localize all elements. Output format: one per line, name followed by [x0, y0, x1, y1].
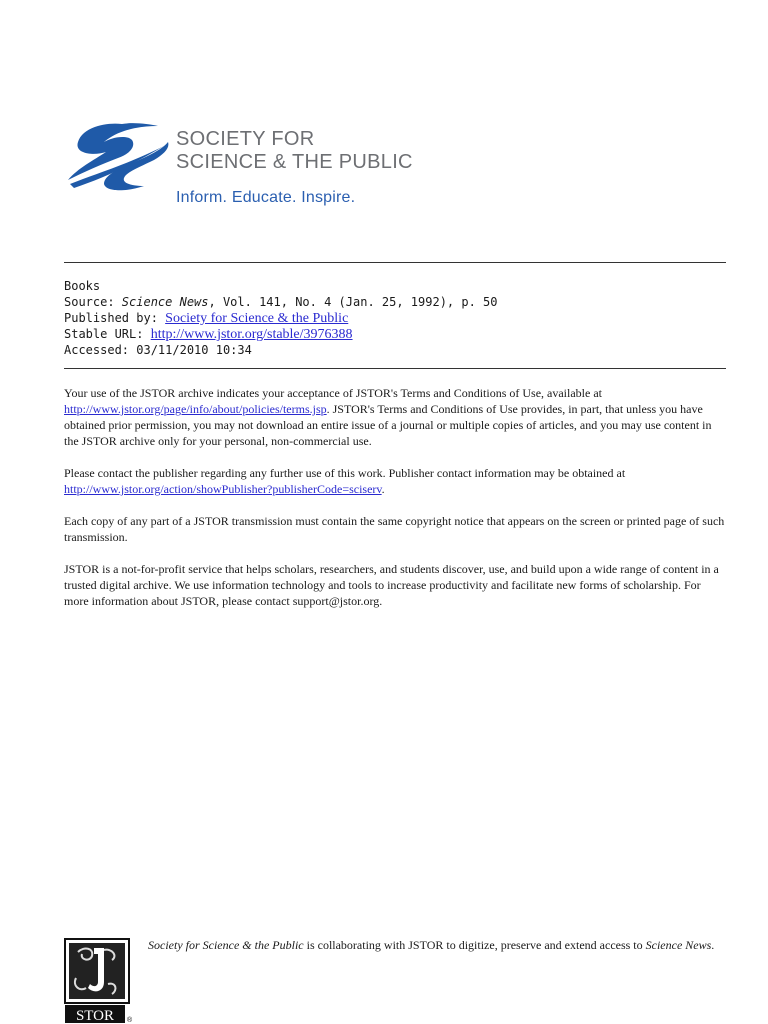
society-name-line2: SCIENCE & THE PUBLIC	[176, 151, 413, 173]
society-name-line1: SOCIETY FOR	[176, 128, 315, 150]
footer-note: Society for Science & the Public is collaborating with JSTOR to digitize, preserve and extend access to Science News.	[148, 938, 715, 952]
citation-block	[64, 278, 497, 358]
jstor-logo-text: STOR	[75, 1008, 115, 1024]
terms-paragraph-3: Each copy of any part of a JSTOR transmission must contain the same copyright notice that appears on the screen or printed page of such transmission.	[64, 514, 725, 544]
published-label: Published by:	[64, 311, 166, 325]
terms-paragraph-1: Your use of the JSTOR archive indicates your acceptance of JSTOR's Terms and Conditions of Use, available at http://www.jstor.org/page/info/about/policies/terms.jsp. JSTOR's Terms and Conditions of Use provides, in part, that unless you have obtained prior permission, you may not download an entire issue of a journal or multiple copies of articles, and you may use content in the JSTOR archive only for your personal, non-commercial use.	[64, 386, 712, 448]
published-line	[64, 310, 497, 326]
jstor-logo-icon	[64, 938, 133, 1024]
stable-url-label: Stable URL:	[64, 327, 151, 341]
publisher-contact-link[interactable]: http://www.jstor.org/action/showPublisher?publisherCode=sciserv	[64, 482, 382, 496]
footer-publisher: Society for Science & the Public	[148, 938, 304, 952]
source-details: , Vol. 141, No. 4 (Jan. 25, 1992), p. 50	[208, 295, 498, 309]
stable-url-link[interactable]: http://www.jstor.org/stable/3976388	[150, 327, 353, 342]
terms-body	[64, 385, 728, 625]
source-line	[64, 294, 497, 310]
terms-paragraph-4: JSTOR is a not-for-profit service that helps scholars, researchers, and students discover, use, and build upon a wide range of content in a trusted digital archive. We use information technology and tools to increase productivity and facilitate new forms of scholarship. For more information about JSTOR, please contact support@jstor.org.	[64, 562, 719, 608]
footer-journal: Science News	[645, 938, 712, 952]
top-divider	[64, 262, 726, 263]
society-logo-swoosh-icon	[64, 120, 174, 196]
registered-mark: ®	[127, 1017, 133, 1024]
publisher-link[interactable]: Society for Science & the Public	[165, 311, 349, 326]
source-label: Source:	[64, 295, 122, 309]
accessed-line: Accessed: 03/11/2010 10:34	[64, 343, 252, 357]
bottom-divider	[64, 368, 726, 369]
journal-name: Science News	[121, 295, 209, 309]
society-name	[176, 128, 413, 174]
society-tagline: Inform. Educate. Inspire.	[176, 189, 356, 206]
terms-paragraph-2: Please contact the publisher regarding any further use of this work. Publisher contact information may be obtained at http://www.jstor.org/action/showPublisher?publisherCode=sciserv.	[64, 466, 626, 496]
terms-link[interactable]: http://www.jstor.org/page/info/about/policies/terms.jsp	[64, 402, 327, 416]
stable-url-line	[64, 326, 497, 342]
article-title: Books	[64, 279, 101, 293]
